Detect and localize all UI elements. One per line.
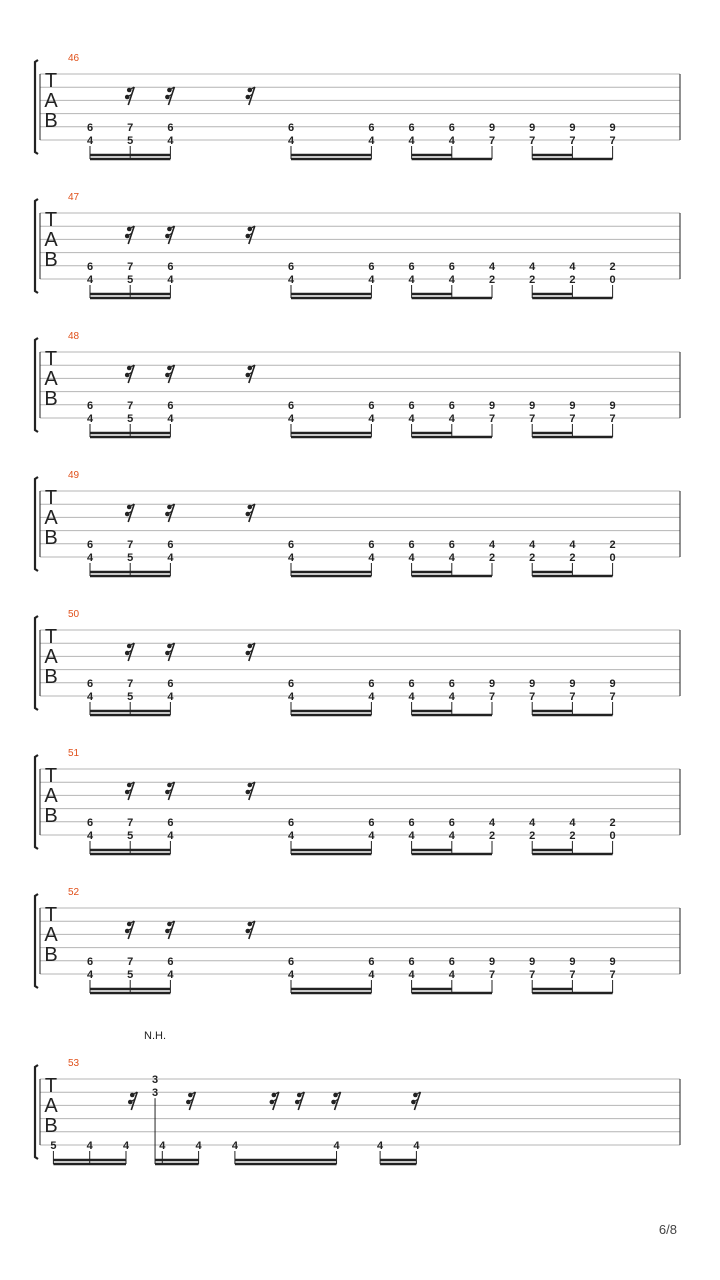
fret-number: 2 <box>529 830 536 842</box>
fret-number: 4 <box>287 413 295 425</box>
fret-number: 7 <box>529 135 536 147</box>
fret-number: 7 <box>127 260 134 273</box>
tab-clef-letter-t: T <box>44 487 58 509</box>
system-bracket <box>35 894 38 988</box>
fret-number: 6 <box>448 399 455 412</box>
fret-number: 6 <box>448 121 455 134</box>
tab-clef-letter-b: B <box>44 110 58 132</box>
fret-number: 4 <box>368 135 375 147</box>
fret-number: 9 <box>609 399 616 412</box>
fret-number: 6 <box>408 538 415 551</box>
fret-number: 6 <box>448 955 455 968</box>
fret-number: 6 <box>408 260 415 273</box>
fret-number: 4 <box>195 1140 202 1152</box>
tab-clef-letter-a: A <box>44 646 58 668</box>
fret-number: 5 <box>50 1140 57 1152</box>
tab-clef-letter-b: B <box>44 805 58 827</box>
rest-0 <box>125 365 134 383</box>
fret-number: 9 <box>488 677 496 690</box>
rest-0 <box>128 1092 137 1110</box>
fret-number: 6 <box>287 816 295 829</box>
fret-number: 2 <box>529 552 536 564</box>
rest-0 <box>125 921 134 939</box>
system-bracket <box>35 338 38 432</box>
natural-harmonic-label: N.H. <box>144 1030 167 1042</box>
tab-clef-letter-t: T <box>44 904 58 926</box>
rest-3 <box>295 1092 304 1110</box>
fret-number: 4 <box>408 135 415 147</box>
fret-number: 6 <box>408 399 415 412</box>
fret-number: 9 <box>609 955 616 968</box>
measure-number: 49 <box>68 470 80 481</box>
rest-5 <box>411 1092 420 1110</box>
fret-number: 4 <box>413 1140 420 1152</box>
fret-number: 6 <box>167 538 174 551</box>
tab-clef-letter-a: A <box>44 90 58 112</box>
fret-number: 2 <box>609 538 616 551</box>
measure-number: 46 <box>68 53 80 64</box>
fret-number: 4 <box>408 830 415 842</box>
tab-clef-letter-t: T <box>44 626 58 648</box>
tab-clef-letter-t: T <box>44 348 58 370</box>
fret-number: 4 <box>368 274 375 286</box>
fret-number: 4 <box>167 413 174 425</box>
rest-2 <box>246 365 255 383</box>
fret-number: 4 <box>167 691 174 703</box>
fret-number: 2 <box>569 552 576 564</box>
fret-number: 6 <box>287 955 295 968</box>
fret-number: 6 <box>287 677 295 690</box>
system-bracket <box>35 616 38 710</box>
rest-0 <box>125 504 134 522</box>
fret-number: 7 <box>569 413 576 425</box>
fret-number: 5 <box>127 830 134 842</box>
fret-number: 7 <box>127 121 134 134</box>
fret-number: 2 <box>609 260 616 273</box>
fret-number: 7 <box>529 969 536 981</box>
tab-clef-letter-a: A <box>44 507 58 529</box>
fret-number: 6 <box>86 677 94 690</box>
fret-number: 2 <box>569 830 576 842</box>
tab-clef-letter-t: T <box>44 765 58 787</box>
measure-number: 48 <box>68 331 80 342</box>
tab-clef-letter-a: A <box>44 368 58 390</box>
fret-number: 4 <box>86 969 94 981</box>
fret-number: 4 <box>377 1140 384 1152</box>
fret-number: 6 <box>86 538 94 551</box>
tab-clef-letter-b: B <box>44 249 58 271</box>
rest-0 <box>125 87 134 105</box>
fret-number: 7 <box>569 691 576 703</box>
fret-number: 6 <box>86 121 94 134</box>
fret-number: 5 <box>127 413 134 425</box>
fret-number: 4 <box>448 830 455 842</box>
fret-number: 9 <box>488 121 496 134</box>
fret-number: 6 <box>368 677 375 690</box>
fret-number: 7 <box>609 691 616 703</box>
fret-number: 6 <box>167 260 174 273</box>
fret-number: 7 <box>127 816 134 829</box>
fret-number: 9 <box>529 955 536 968</box>
fret-number: 4 <box>569 816 576 829</box>
fret-number: 4 <box>167 830 174 842</box>
tab-system-46 <box>35 53 680 159</box>
fret-number: 9 <box>569 121 576 134</box>
tab-system-47 <box>35 192 680 298</box>
fret-number: 4 <box>448 969 455 981</box>
fret-number: 4 <box>569 538 576 551</box>
fret-number: 7 <box>127 538 134 551</box>
rest-2 <box>246 921 255 939</box>
fret-number: 6 <box>287 538 295 551</box>
fret-number: 4 <box>368 413 375 425</box>
fret-number: 7 <box>488 135 496 147</box>
fret-number: 4 <box>368 830 375 842</box>
fret-number: 4 <box>448 552 455 564</box>
tab-clef-letter-b: B <box>44 666 58 688</box>
fret-number: 4 <box>86 830 94 842</box>
fret-number: 4 <box>122 1140 130 1152</box>
fret-number: 4 <box>368 552 375 564</box>
fret-number: 6 <box>86 816 94 829</box>
fret-number: 7 <box>529 691 536 703</box>
measure-number: 47 <box>68 192 80 203</box>
fret-number: 6 <box>167 955 174 968</box>
rest-2 <box>270 1092 279 1110</box>
fret-number: 6 <box>86 260 94 273</box>
rest-2 <box>246 643 255 661</box>
tab-system-51 <box>35 748 680 854</box>
fret-number: 9 <box>529 677 536 690</box>
fret-number: 4 <box>569 260 576 273</box>
fret-number: 6 <box>287 121 295 134</box>
fret-number: 7 <box>127 955 134 968</box>
fret-number: 6 <box>408 677 415 690</box>
fret-number: 4 <box>287 274 295 286</box>
rest-2 <box>246 226 255 244</box>
tab-system-50 <box>35 609 680 715</box>
fret-number: 4 <box>167 969 174 981</box>
fret-number: 4 <box>287 552 295 564</box>
fret-number: 9 <box>609 121 616 134</box>
fret-number: 4 <box>529 260 536 273</box>
fret-number: 7 <box>609 969 616 981</box>
fret-number: 4 <box>448 413 455 425</box>
tab-clef-letter-a: A <box>44 229 58 251</box>
rest-1 <box>165 782 174 800</box>
rest-4 <box>331 1092 340 1110</box>
fret-number: 6 <box>368 955 375 968</box>
system-bracket <box>35 755 38 849</box>
fret-number: 7 <box>488 691 496 703</box>
fret-number: 2 <box>488 552 496 564</box>
fret-number: 2 <box>488 274 496 286</box>
fret-number: 4 <box>408 413 415 425</box>
rest-0 <box>125 643 134 661</box>
system-bracket <box>35 1065 38 1159</box>
tab-clef-letter-t: T <box>44 1075 58 1097</box>
fret-number: 4 <box>529 538 536 551</box>
tab-clef-letter-b: B <box>44 527 58 549</box>
fret-number: 9 <box>529 399 536 412</box>
tab-clef-letter-a: A <box>44 785 58 807</box>
fret-number: 6 <box>86 399 94 412</box>
fret-number: 4 <box>86 552 94 564</box>
fret-number: 4 <box>488 260 496 273</box>
fret-number: 4 <box>287 969 295 981</box>
fret-number: 4 <box>86 135 94 147</box>
fret-number: 9 <box>569 955 576 968</box>
fret-number: 3 <box>151 1074 159 1086</box>
rest-0 <box>125 782 134 800</box>
fret-number: 4 <box>408 691 415 703</box>
fret-number: 0 <box>609 274 616 286</box>
rest-1 <box>165 921 174 939</box>
tab-system-48 <box>35 331 680 437</box>
fret-number: 4 <box>408 274 415 286</box>
fret-number: 7 <box>127 399 134 412</box>
fret-number: 4 <box>368 691 375 703</box>
tab-clef-letter-t: T <box>44 70 58 92</box>
fret-number: 4 <box>86 1140 93 1152</box>
fret-number: 4 <box>448 135 455 147</box>
rest-1 <box>165 504 174 522</box>
page-number: 6/8 <box>658 1222 677 1237</box>
measure-number: 52 <box>68 887 80 898</box>
fret-number: 4 <box>159 1140 166 1152</box>
fret-number: 4 <box>167 274 174 286</box>
fret-number: 6 <box>287 399 295 412</box>
fret-number: 6 <box>448 816 455 829</box>
fret-number: 4 <box>488 538 496 551</box>
fret-number: 4 <box>167 552 174 564</box>
fret-number: 6 <box>448 677 455 690</box>
fret-number: 2 <box>609 816 616 829</box>
fret-number: 7 <box>609 135 616 147</box>
fret-number: 9 <box>569 399 576 412</box>
fret-number: 4 <box>448 274 455 286</box>
fret-number: 6 <box>408 121 415 134</box>
fret-number: 9 <box>488 955 496 968</box>
fret-number: 6 <box>167 399 174 412</box>
fret-number: 5 <box>127 691 134 703</box>
fret-number: 4 <box>408 969 415 981</box>
fret-number: 4 <box>529 816 536 829</box>
rest-0 <box>125 226 134 244</box>
fret-number: 4 <box>488 816 496 829</box>
fret-number: 5 <box>127 969 134 981</box>
tab-clef-letter-b: B <box>44 1115 58 1137</box>
fret-number: 4 <box>167 135 174 147</box>
system-bracket <box>35 60 38 154</box>
fret-number: 9 <box>488 399 496 412</box>
measure-number: 53 <box>68 1058 80 1069</box>
fret-number: 6 <box>167 121 174 134</box>
rest-1 <box>165 643 174 661</box>
fret-number: 4 <box>287 830 295 842</box>
fret-number: 6 <box>167 677 174 690</box>
fret-number: 9 <box>529 121 536 134</box>
fret-number: 6 <box>368 538 375 551</box>
fret-number: 4 <box>368 969 375 981</box>
tab-system-52 <box>35 887 680 993</box>
fret-number: 7 <box>569 135 576 147</box>
tab-system-53 <box>35 1030 680 1164</box>
tab-clef-letter-a: A <box>44 924 58 946</box>
rest-2 <box>246 87 255 105</box>
fret-number: 4 <box>86 691 94 703</box>
measure-number: 51 <box>68 748 80 759</box>
fret-number: 2 <box>569 274 576 286</box>
fret-number: 4 <box>86 274 94 286</box>
fret-number: 9 <box>609 677 616 690</box>
fret-number: 6 <box>368 121 375 134</box>
rest-1 <box>165 365 174 383</box>
rest-2 <box>246 504 255 522</box>
fret-number: 4 <box>287 135 295 147</box>
tab-clef-letter-b: B <box>44 944 58 966</box>
fret-number: 4 <box>448 691 455 703</box>
fret-number: 7 <box>529 413 536 425</box>
rest-2 <box>246 782 255 800</box>
fret-number: 0 <box>609 552 616 564</box>
fret-number: 7 <box>569 969 576 981</box>
fret-number: 7 <box>609 413 616 425</box>
measure-number: 50 <box>68 609 80 620</box>
fret-number: 6 <box>368 260 375 273</box>
fret-number: 5 <box>127 274 134 286</box>
fret-number: 4 <box>408 552 415 564</box>
fret-number: 5 <box>127 552 134 564</box>
fret-number: 6 <box>408 816 415 829</box>
fret-number: 6 <box>408 955 415 968</box>
fret-number: 7 <box>127 677 134 690</box>
fret-number: 6 <box>448 260 455 273</box>
fret-number: 6 <box>287 260 295 273</box>
fret-number: 7 <box>488 413 496 425</box>
rest-1 <box>186 1092 195 1110</box>
fret-number: 5 <box>127 135 134 147</box>
fret-number: 6 <box>368 399 375 412</box>
tab-clef-letter-t: T <box>44 209 58 231</box>
fret-number: 9 <box>569 677 576 690</box>
tab-clef-letter-b: B <box>44 388 58 410</box>
fret-number: 4 <box>86 413 94 425</box>
rest-1 <box>165 87 174 105</box>
fret-number: 2 <box>529 274 536 286</box>
tab-clef-letter-a: A <box>44 1095 58 1117</box>
fret-number: 3 <box>151 1087 159 1100</box>
fret-number: 6 <box>167 816 174 829</box>
fret-number: 4 <box>333 1140 340 1152</box>
fret-number: 2 <box>488 830 496 842</box>
fret-number: 6 <box>368 816 375 829</box>
fret-number: 4 <box>287 691 295 703</box>
rest-1 <box>165 226 174 244</box>
fret-number: 7 <box>488 969 496 981</box>
system-bracket <box>35 199 38 293</box>
fret-number: 6 <box>86 955 94 968</box>
fret-number: 4 <box>231 1140 238 1152</box>
fret-number: 6 <box>448 538 455 551</box>
system-bracket <box>35 477 38 571</box>
fret-number: 0 <box>609 830 616 842</box>
tab-system-49 <box>35 470 680 576</box>
